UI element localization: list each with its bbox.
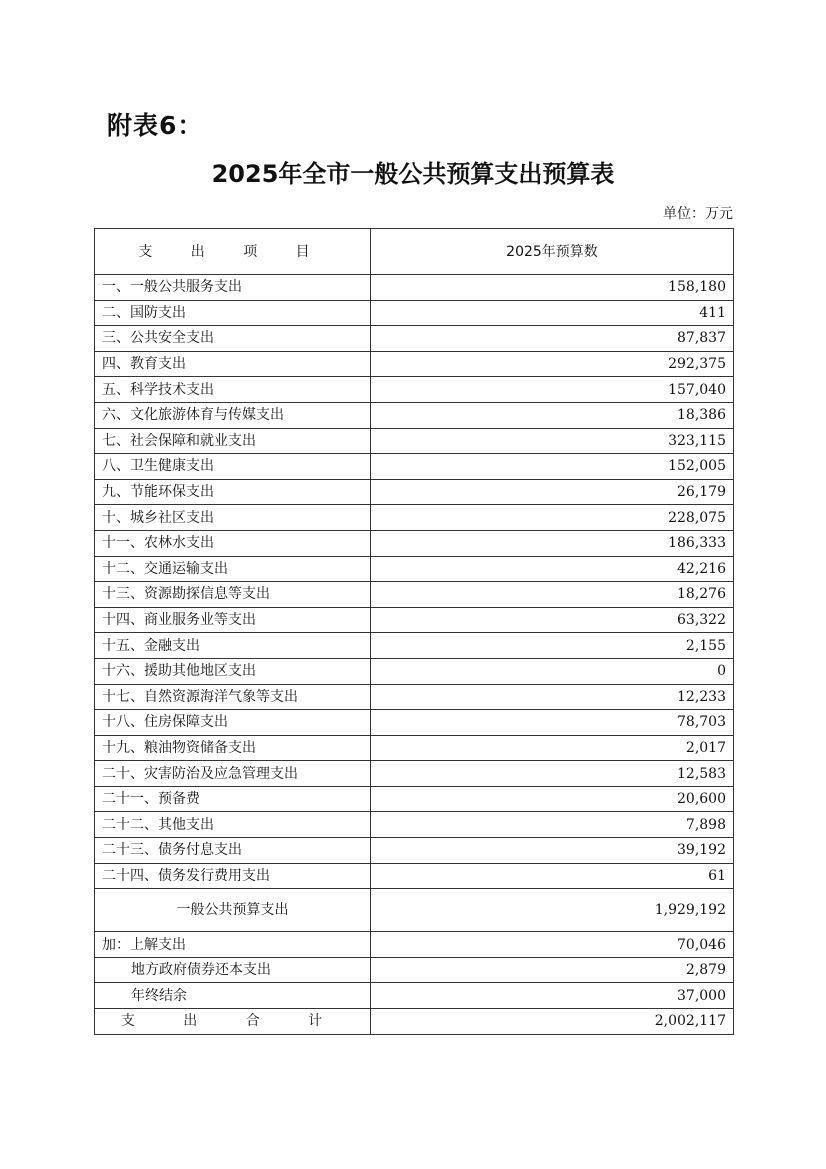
table-row bbox=[95, 710, 734, 736]
row-value: 157,040 bbox=[371, 377, 734, 403]
row-value: 20,600 bbox=[371, 786, 734, 812]
table-row bbox=[95, 351, 734, 377]
table-row bbox=[95, 812, 734, 838]
table-row bbox=[95, 786, 734, 812]
table-row bbox=[95, 530, 734, 556]
page-title: 2025年全市一般公共预算支出预算表 bbox=[211, 160, 615, 188]
row-value: 18,276 bbox=[371, 582, 734, 608]
total-row bbox=[95, 1009, 734, 1035]
row-value: 158,180 bbox=[371, 275, 734, 301]
row-label: 十四、商业服务业等支出 bbox=[95, 607, 371, 633]
table-row bbox=[95, 735, 734, 761]
table-row bbox=[95, 633, 734, 659]
row-label: 四、教育支出 bbox=[95, 351, 371, 377]
row-value: 87,837 bbox=[371, 326, 734, 352]
row-value: 0 bbox=[371, 658, 734, 684]
row-label: 八、卫生健康支出 bbox=[95, 454, 371, 480]
table-row bbox=[95, 863, 734, 889]
row-label: 二十一、预备费 bbox=[95, 786, 371, 812]
row-label: 七、社会保障和就业支出 bbox=[95, 428, 371, 454]
row-label: 十九、粮油物资储备支出 bbox=[95, 735, 371, 761]
column-header-amount: 2025年预算数 bbox=[371, 229, 734, 275]
row-value: 7,898 bbox=[371, 812, 734, 838]
row-label: 二十、灾害防治及应急管理支出 bbox=[95, 761, 371, 787]
extra-row bbox=[95, 932, 734, 958]
row-label: 一、一般公共服务支出 bbox=[95, 275, 371, 301]
table-row bbox=[95, 479, 734, 505]
table-row bbox=[95, 454, 734, 480]
row-value: 152,005 bbox=[371, 454, 734, 480]
table-row bbox=[95, 402, 734, 428]
row-label: 十二、交通运输支出 bbox=[95, 556, 371, 582]
row-value: 42,216 bbox=[371, 556, 734, 582]
extra-label: 年终结余 bbox=[95, 983, 371, 1009]
row-value: 18,386 bbox=[371, 402, 734, 428]
row-label: 十、城乡社区支出 bbox=[95, 505, 371, 531]
row-label: 六、文化旅游体育与传媒支出 bbox=[95, 402, 371, 428]
table-header-row bbox=[95, 229, 734, 275]
row-value: 323,115 bbox=[371, 428, 734, 454]
subtotal-value: 1,929,192 bbox=[371, 889, 734, 932]
row-value: 39,192 bbox=[371, 838, 734, 864]
table-row bbox=[95, 684, 734, 710]
row-value: 12,233 bbox=[371, 684, 734, 710]
row-label: 三、公共安全支出 bbox=[95, 326, 371, 352]
table-row bbox=[95, 838, 734, 864]
row-value: 411 bbox=[371, 300, 734, 326]
table-row bbox=[95, 582, 734, 608]
subtotal-label: 一般公共预算支出 bbox=[95, 889, 371, 932]
table-row bbox=[95, 275, 734, 301]
table-row bbox=[95, 607, 734, 633]
budget-table bbox=[94, 228, 734, 1035]
subtotal-row bbox=[95, 889, 734, 932]
row-label: 十七、自然资源海洋气象等支出 bbox=[95, 684, 371, 710]
row-label: 五、科学技术支出 bbox=[95, 377, 371, 403]
extra-row bbox=[95, 983, 734, 1009]
table-row bbox=[95, 761, 734, 787]
row-label: 十三、资源勘探信息等支出 bbox=[95, 582, 371, 608]
row-value: 186,333 bbox=[371, 530, 734, 556]
table-row bbox=[95, 658, 734, 684]
extra-value: 37,000 bbox=[371, 983, 734, 1009]
row-value: 26,179 bbox=[371, 479, 734, 505]
row-label: 二十三、债务付息支出 bbox=[95, 838, 371, 864]
total-label: 支 出 合 计 bbox=[95, 1009, 371, 1035]
row-label: 二十二、其他支出 bbox=[95, 812, 371, 838]
table-row bbox=[95, 428, 734, 454]
table-row bbox=[95, 505, 734, 531]
extra-value: 2,879 bbox=[371, 957, 734, 983]
row-label: 十一、农林水支出 bbox=[95, 530, 371, 556]
row-value: 12,583 bbox=[371, 761, 734, 787]
row-value: 2,155 bbox=[371, 633, 734, 659]
row-label: 十五、金融支出 bbox=[95, 633, 371, 659]
table-row bbox=[95, 377, 734, 403]
table-row bbox=[95, 300, 734, 326]
row-value: 61 bbox=[371, 863, 734, 889]
row-value: 63,322 bbox=[371, 607, 734, 633]
extra-label: 地方政府债券还本支出 bbox=[95, 957, 371, 983]
table-row bbox=[95, 326, 734, 352]
row-value: 78,703 bbox=[371, 710, 734, 736]
unit-label: 单位：万元 bbox=[663, 206, 733, 222]
row-label: 十八、住房保障支出 bbox=[95, 710, 371, 736]
extra-value: 70,046 bbox=[371, 932, 734, 958]
total-value: 2,002,117 bbox=[371, 1009, 734, 1035]
row-value: 228,075 bbox=[371, 505, 734, 531]
row-label: 二十四、债务发行费用支出 bbox=[95, 863, 371, 889]
row-value: 292,375 bbox=[371, 351, 734, 377]
row-value: 2,017 bbox=[371, 735, 734, 761]
row-label: 九、节能环保支出 bbox=[95, 479, 371, 505]
row-label: 二、国防支出 bbox=[95, 300, 371, 326]
extra-label: 加：上解支出 bbox=[95, 932, 371, 958]
annex-label: 附表6： bbox=[107, 111, 204, 140]
column-header-item: 支 出 项 目 bbox=[95, 229, 371, 275]
table-row bbox=[95, 556, 734, 582]
extra-row bbox=[95, 957, 734, 983]
row-label: 十六、援助其他地区支出 bbox=[95, 658, 371, 684]
